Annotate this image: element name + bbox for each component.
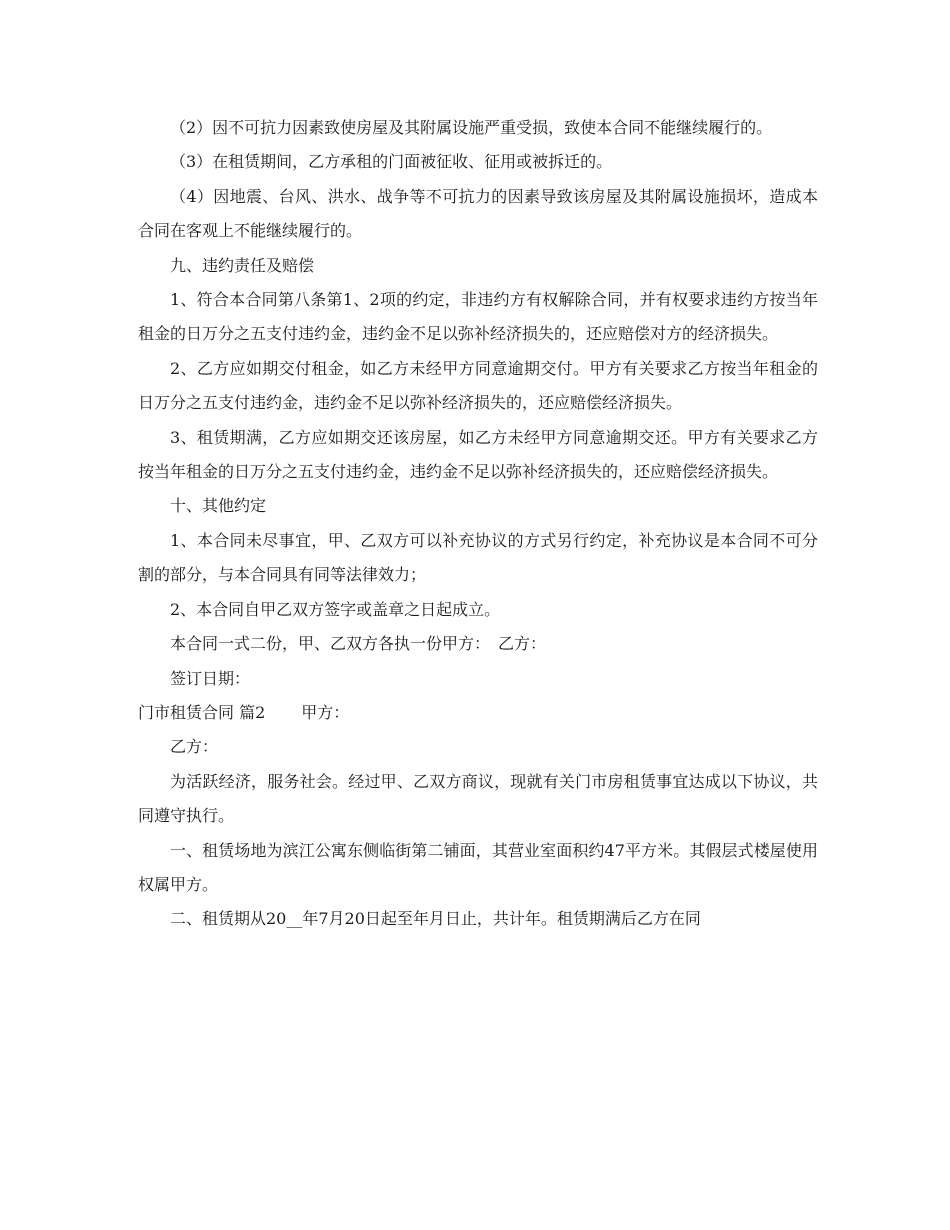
copies-and-parties-line: 本合同一式二份，甲、乙双方各执一份甲方： 乙方： bbox=[170, 634, 547, 654]
clause-9-item-3: 3、租赁期满，乙方应如期交还该房屋，如乙方未经甲方同意逾期交还。甲方有关要求乙方按当年租金的日万分之五支付违约金，违约金不足以弥补经济损失的，还应赔偿经济损失。 bbox=[138, 427, 818, 482]
clause-10-item-1: 1、本合同未尽事宜，甲、乙双方可以补充协议的方式另行约定，补充协议是本合同不可分割的部分，与本合同具有同等法律效力； bbox=[138, 530, 818, 585]
clause-8-item-2: （2）因不可抗力因素致使房屋及其附属设施严重受损，致使本合同不能继续履行的。 bbox=[170, 118, 773, 137]
clause-9-item-1: 1、符合本合同第八条第1、2项的约定，非违约方有权解除合同，并有权要求违约方按当年租金的日万分之五支付违约金，违约金不足以弥补经济损失的，还应赔偿对方的经济损失。 bbox=[138, 290, 818, 344]
article-2-term: 二、租赁期从20__年7月20日起至年月日止，共计年。租赁期满后乙方在同 bbox=[170, 909, 701, 929]
section-title-line bbox=[138, 696, 818, 730]
preamble-paragraph: 为活跃经济，服务社会。经过甲、乙双方商议，现就有关门市房租赁事宜达成以下协议，共同遵守执行。 bbox=[138, 771, 818, 826]
clause-10-item-2: 2、本合同自甲乙双方签字或盖章之日起成立。 bbox=[170, 599, 501, 619]
signing-date-line: 签订日期： bbox=[170, 668, 251, 688]
party-b-line: 乙方： bbox=[170, 737, 219, 757]
section-title: 门市租赁合同 篇2 bbox=[138, 702, 266, 722]
section-10-heading: 十、其他约定 bbox=[170, 496, 267, 516]
clause-9-item-2: 2、乙方应如期交付租金，如乙方未经甲方同意逾期交付。甲方有关要求乙方按当年租金的日万分之五支付违约金，违约金不足以弥补经济损失的，还应赔偿经济损失。 bbox=[138, 358, 818, 413]
article-1-premises: 一、租赁场地为滨江公寓东侧临街第二铺面，其营业室面积约47平方米。其假层式楼屋使用权属甲方。 bbox=[138, 840, 818, 894]
contract-page bbox=[138, 111, 818, 937]
clause-8-item-3: （3）在租赁期间，乙方承租的门面被征收、征用或被拆迁的。 bbox=[170, 152, 613, 172]
clause-8-item-4: （4）因地震、台风、洪水、战争等不可抗力的因素导致该房屋及其附属设施损坏，造成本合同在客观上不能继续履行的。 bbox=[138, 186, 818, 241]
section-9-heading: 九、违约责任及赔偿 bbox=[170, 255, 315, 275]
section-party-a: 甲方： bbox=[301, 702, 350, 722]
